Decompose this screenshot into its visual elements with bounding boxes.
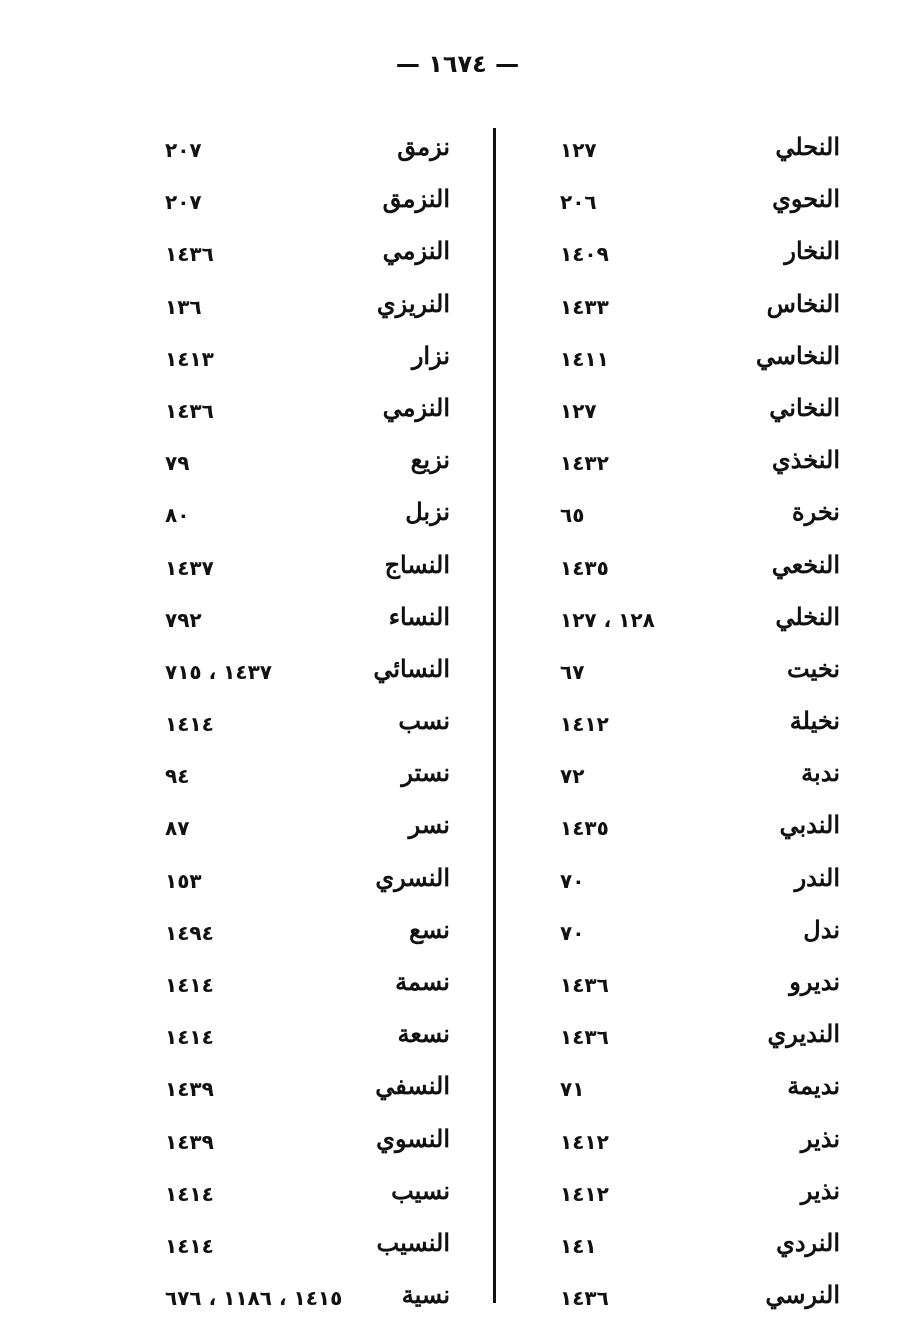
- entry-page-refs: ٢٠٦: [560, 190, 597, 215]
- entry-name: الندبي: [779, 810, 840, 840]
- index-entry: [540, 493, 840, 545]
- entry-page-refs: ١٤٣٦: [560, 1025, 609, 1050]
- entry-name: النخار: [784, 236, 840, 266]
- index-entry: [540, 1172, 840, 1224]
- entry-name: نزبل: [405, 497, 450, 527]
- entry-name: النحلي: [775, 132, 840, 161]
- entry-name: النخاس: [766, 288, 840, 318]
- entry-page-refs: ٧١: [560, 1077, 585, 1102]
- entry-name: نخيت: [787, 653, 840, 683]
- entry-name: النردي: [776, 1227, 840, 1257]
- index-entry: [540, 806, 840, 858]
- entry-page-refs: ١٤١٥ ، ١١٨٦ ، ٦٧٦: [165, 1286, 343, 1311]
- entry-page-refs: ٢٠٧: [165, 190, 202, 215]
- entry-page-refs: ٧٠: [560, 920, 585, 945]
- right-index-column: [540, 128, 840, 1328]
- entry-page-refs: ١٢٧: [560, 398, 597, 423]
- entry-page-refs: ١٢٨ ، ١٢٧: [560, 607, 655, 632]
- entry-name: النريزي: [376, 288, 450, 318]
- index-entry: [150, 1015, 450, 1067]
- index-entry: [150, 389, 450, 441]
- entry-page-refs: ١٤١٤: [165, 712, 214, 737]
- index-entry: [150, 963, 450, 1015]
- column-divider: [493, 128, 496, 1303]
- index-entry: [150, 128, 450, 180]
- entry-page-refs: ١٤١٤: [165, 1025, 214, 1050]
- entry-page-refs: ١٤١٤: [165, 973, 214, 997]
- entry-page-refs: ١٤١٤: [165, 1233, 214, 1258]
- entry-name: نسب: [398, 706, 450, 736]
- entry-page-refs: ٩٤: [165, 764, 190, 789]
- index-entry: [150, 546, 450, 598]
- entry-name: النخاسي: [755, 340, 840, 370]
- entry-name: نستر: [401, 758, 450, 788]
- index-entry: [540, 180, 840, 232]
- entry-page-refs: ١٤١٢: [560, 1181, 609, 1206]
- entry-page-refs: ١٣٦: [165, 294, 202, 319]
- entry-name: ندل: [803, 914, 840, 944]
- entry-name: النرسي: [765, 1280, 840, 1310]
- index-entry: [540, 232, 840, 284]
- entry-page-refs: ١٤٣٦: [560, 1286, 609, 1311]
- index-entry: [150, 650, 450, 702]
- entry-name: النحوي: [772, 184, 840, 214]
- entry-name: النديري: [767, 1019, 840, 1049]
- entry-page-refs: ٧٩٢: [165, 607, 202, 632]
- index-entry: [540, 1120, 840, 1172]
- entry-page-refs: ١٥٣: [165, 868, 202, 893]
- entry-name: النساج: [384, 549, 450, 579]
- entry-page-refs: ١٤١٢: [560, 1129, 609, 1154]
- entry-page-refs: ١٤٠٩: [560, 242, 609, 267]
- index-entry: [150, 1276, 450, 1328]
- entry-page-refs: ١٤١٢: [560, 712, 609, 737]
- entry-name: النخذي: [771, 445, 840, 475]
- entry-name: النخاني: [769, 392, 840, 422]
- index-entry: [150, 598, 450, 650]
- entry-name: نذير: [800, 1123, 840, 1153]
- index-entry: [540, 963, 840, 1015]
- index-entry: [150, 232, 450, 284]
- index-entry: [540, 754, 840, 806]
- entry-page-refs: ١٤٣٦: [165, 242, 214, 267]
- entry-page-refs: ١٢٧: [560, 138, 597, 162]
- index-entry: [540, 285, 840, 337]
- index-entry: [540, 598, 840, 650]
- index-entry: [150, 441, 450, 493]
- index-entry: [540, 1276, 840, 1328]
- entry-name: نزمق: [397, 132, 450, 161]
- entry-name: النسوي: [376, 1123, 450, 1153]
- entry-name: نزيع: [410, 445, 450, 475]
- entry-page-refs: ١٤٩٤: [165, 920, 214, 945]
- entry-name: نسيب: [391, 1175, 450, 1205]
- index-entry: [150, 337, 450, 389]
- entry-name: النخلي: [775, 601, 840, 631]
- entry-name: الندر: [794, 862, 840, 892]
- entry-page-refs: ١٤٣٧ ، ٧١٥: [165, 659, 272, 684]
- entry-page-refs: ١٤١: [560, 1233, 597, 1258]
- index-entry: [540, 441, 840, 493]
- entry-page-refs: ١٤١١: [560, 346, 609, 371]
- index-entry: [150, 1224, 450, 1276]
- index-entry: [540, 546, 840, 598]
- entry-page-refs: ٨٠: [165, 503, 190, 528]
- index-entry: [150, 285, 450, 337]
- index-entry: [150, 180, 450, 232]
- entry-name: النسائي: [373, 653, 450, 683]
- entry-page-refs: ١٤٣٥: [560, 555, 609, 580]
- index-entry: [540, 911, 840, 963]
- index-entry: [540, 389, 840, 441]
- entry-page-refs: ١٤٣٩: [165, 1077, 214, 1102]
- entry-page-refs: ٨٧: [165, 816, 190, 841]
- index-entry: [150, 1067, 450, 1119]
- entry-name: نسية: [401, 1280, 450, 1310]
- page-number: — ١٦٧٤ —: [395, 50, 520, 78]
- entry-page-refs: ٢٠٧: [165, 138, 202, 162]
- entry-page-refs: ١٤٣٦: [165, 398, 214, 423]
- index-entry: [540, 650, 840, 702]
- entry-name: نسمة: [395, 967, 450, 996]
- entry-name: نديمة: [787, 1071, 840, 1101]
- entry-page-refs: ١٤٣٣: [560, 294, 609, 319]
- entry-name: نذير: [800, 1175, 840, 1205]
- entry-name: النزمق: [382, 184, 450, 214]
- entry-page-refs: ٦٧: [560, 659, 585, 684]
- index-entry: [540, 1015, 840, 1067]
- entry-name: النساء: [388, 601, 450, 631]
- entry-page-refs: ٧٩: [165, 451, 190, 476]
- entry-name: النسري: [375, 862, 450, 892]
- entry-name: نسع: [409, 914, 450, 944]
- index-entry: [150, 1120, 450, 1172]
- left-index-column: [150, 128, 450, 1328]
- index-entry: [540, 702, 840, 754]
- index-entry: [150, 754, 450, 806]
- entry-page-refs: ١٤٣٥: [560, 816, 609, 841]
- entry-name: النخعي: [771, 549, 840, 579]
- index-entry: [150, 1172, 450, 1224]
- entry-name: النسفي: [375, 1071, 450, 1101]
- index-entry: [540, 337, 840, 389]
- index-entry: [540, 128, 840, 180]
- entry-name: نخرة: [792, 497, 840, 527]
- index-entry: [150, 702, 450, 754]
- entry-page-refs: ١٤٣٦: [560, 973, 609, 997]
- entry-page-refs: ٦٥: [560, 503, 585, 528]
- index-entry: [540, 859, 840, 911]
- entry-page-refs: ٧٢: [560, 764, 585, 789]
- entry-name: نزار: [411, 340, 450, 370]
- index-entry: [150, 806, 450, 858]
- entry-page-refs: ١٤١٣: [165, 346, 214, 371]
- index-entry: [150, 911, 450, 963]
- entry-page-refs: ١٤٣٧: [165, 555, 214, 580]
- entry-name: نسعة: [397, 1019, 450, 1049]
- entry-name: ندبة: [801, 758, 840, 788]
- entry-name: النزمي: [382, 236, 450, 266]
- entry-page-refs: ١٤٣٢: [560, 451, 609, 476]
- entry-name: نديرو: [789, 967, 840, 996]
- entry-name: نسر: [408, 810, 450, 840]
- entry-page-refs: ٧٠: [560, 868, 585, 893]
- index-entry: [150, 859, 450, 911]
- entry-page-refs: ١٤١٤: [165, 1181, 214, 1206]
- index-entry: [540, 1224, 840, 1276]
- entry-page-refs: ١٤٣٩: [165, 1129, 214, 1154]
- index-entry: [150, 493, 450, 545]
- entry-name: النزمي: [382, 392, 450, 422]
- entry-name: النسيب: [376, 1227, 450, 1257]
- entry-name: نخيلة: [789, 706, 840, 736]
- index-entry: [540, 1067, 840, 1119]
